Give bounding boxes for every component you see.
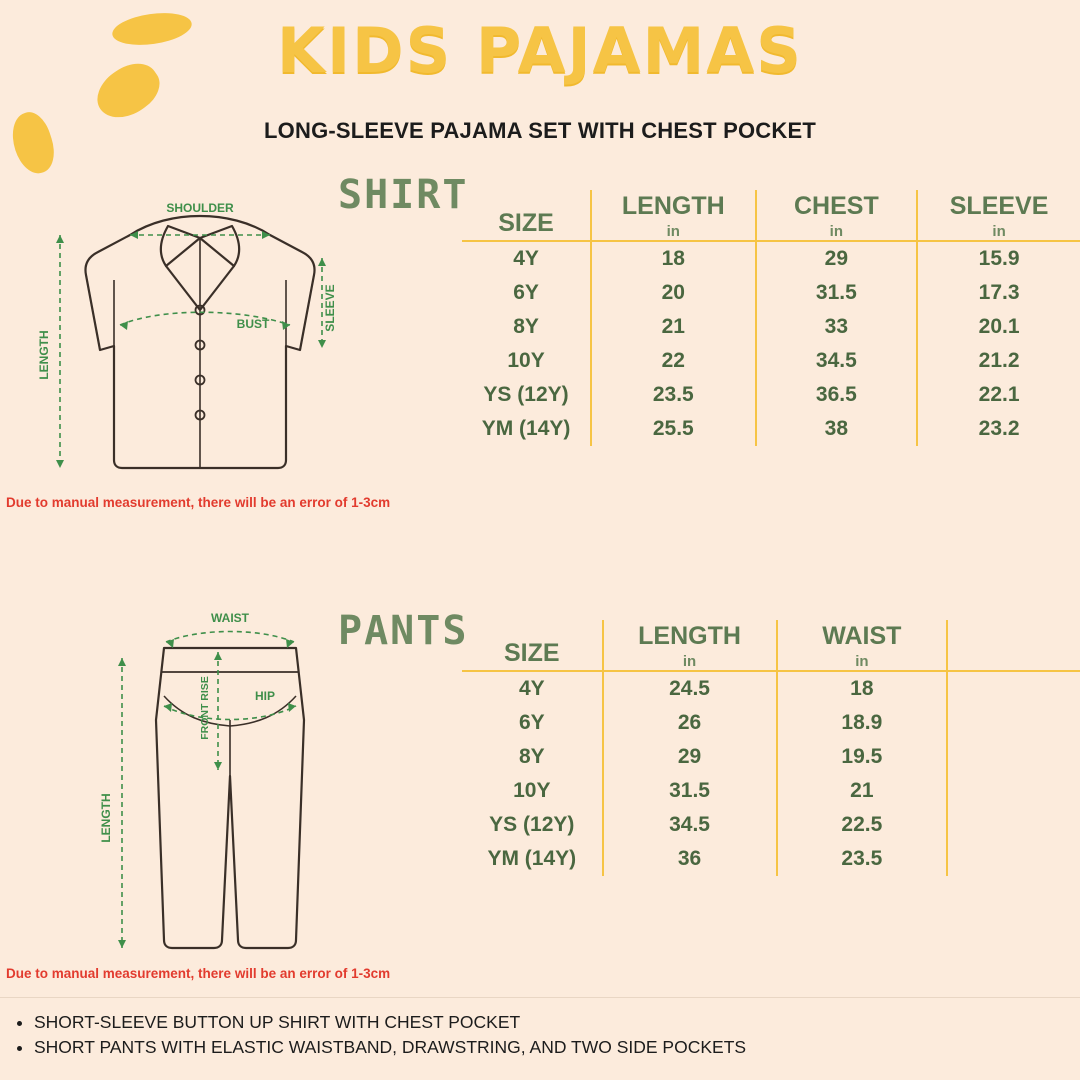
table-row [462,378,1080,412]
cell-sleeve: 20.1 [978,315,1020,338]
column-header: SIZE [462,620,603,671]
column-header: SIZE [462,190,591,241]
cell-size: 8Y [462,740,603,774]
cell-size: 10Y [462,774,603,808]
cell-sleeve: 23.2 [978,417,1020,440]
table-row [462,276,1080,310]
cell-waist: 23.5 [777,842,948,876]
cell-length: 18 [591,241,755,276]
pants-size-table-wrap [462,620,1080,876]
shirt-diagram [0,180,400,480]
shirt-size-table [462,190,1080,446]
column-header: SLEEVE in [949,192,1049,240]
pants-label-front-rise: FRONT RISE [199,676,211,740]
cell-spacer [947,706,1080,740]
table-row [462,740,1080,774]
page-subtitle: LONG-SLEEVE PAJAMA SET WITH CHEST POCKET [264,118,816,143]
pants-label-waist: WAIST [211,611,249,625]
cell-size: 4Y [462,671,603,706]
cell-sleeve: 17.3 [978,281,1020,304]
cell-chest: 33 [756,310,918,344]
table-row [462,808,1080,842]
table-row [462,412,1080,446]
column-header: LENGTH in [603,620,777,671]
cell-waist: 18.9 [777,706,948,740]
column-header: CHEST in [756,190,918,241]
cell-chest: 31.5 [756,276,918,310]
cell-sleeve: 15.9 [978,247,1020,270]
table-row [462,842,1080,876]
cell-size: YM (14Y) [462,412,591,446]
cell-size: 8Y [462,310,591,344]
cell-size: 4Y [462,241,591,276]
cell-length: 25.5 [591,412,755,446]
cell-waist: 18 [777,671,948,706]
column-header: WAIST in [777,620,948,671]
table-row [462,774,1080,808]
cell-sleeve: 21.2 [978,349,1020,372]
shirt-label-sleeve: SLEEVE [323,284,337,332]
cell-length: 22 [591,344,755,378]
shirt-label-shoulder: SHOULDER [166,201,234,215]
cell-waist: 22.5 [777,808,948,842]
column-header: LENGTH in [591,190,755,241]
cell-size: YS (12Y) [462,378,591,412]
cell-size: 10Y [462,344,591,378]
cell-length: 24.5 [603,671,777,706]
cell-chest: 29 [756,241,918,276]
cell-spacer [947,842,1080,876]
feature-list [12,1010,1080,1061]
shirt-measurement-disclaimer: Due to manual measurement, there will be an error of 1-3cm [6,495,391,510]
pants-label-hip: HIP [254,689,276,703]
section-divider [0,997,1080,998]
cell-length: 26 [603,706,777,740]
table-header-row [462,190,1080,241]
pants-label-length: LENGTH [99,793,113,843]
cell-chest: 36.5 [756,378,918,412]
cell-length: 20 [591,276,755,310]
cell-length: 23.5 [591,378,755,412]
pants-size-table [462,620,1080,876]
table-row [462,310,1080,344]
column-header-spacer [947,620,1080,671]
cell-spacer [947,808,1080,842]
cell-size: 6Y [462,276,591,310]
shirt-size-table-wrap [462,190,1080,446]
list-item: • SHORT-SLEEVE BUTTON UP SHIRT WITH CHEST POCKET [34,1010,1080,1035]
page-title: KIDS PAJAMAS [277,14,803,87]
cell-length: 34.5 [603,808,777,842]
cell-sleeve: 22.1 [978,383,1020,406]
table-row [462,241,1080,276]
table-row [462,706,1080,740]
shirt-section-heading: SHIRT [338,172,469,218]
cell-chest: 38 [756,412,918,446]
cell-spacer [947,774,1080,808]
cell-size: YS (12Y) [462,808,603,842]
shirt-label-length: LENGTH [37,330,51,380]
cell-size: 6Y [462,706,603,740]
cell-size: YM (14Y) [462,842,603,876]
cell-spacer [947,671,1080,706]
table-row [462,344,1080,378]
shirt-label-bust: BUST [236,317,270,331]
list-item: • SHORT PANTS WITH ELASTIC WAISTBAND, DRAWSTRING, AND TWO SIDE POCKETS [34,1035,1080,1060]
cell-waist: 19.5 [777,740,948,774]
cell-length: 21 [591,310,755,344]
pants-measurement-disclaimer: Due to manual measurement, there will be an error of 1-3cm [6,966,391,981]
cell-spacer [947,740,1080,774]
pants-diagram [60,600,400,980]
cell-length: 31.5 [603,774,777,808]
table-row [462,671,1080,706]
table-header-row [462,620,1080,671]
cell-length: 36 [603,842,777,876]
cell-length: 29 [603,740,777,774]
cell-chest: 34.5 [756,344,918,378]
cell-waist: 21 [777,774,948,808]
pants-section-heading: PANTS [338,608,469,654]
